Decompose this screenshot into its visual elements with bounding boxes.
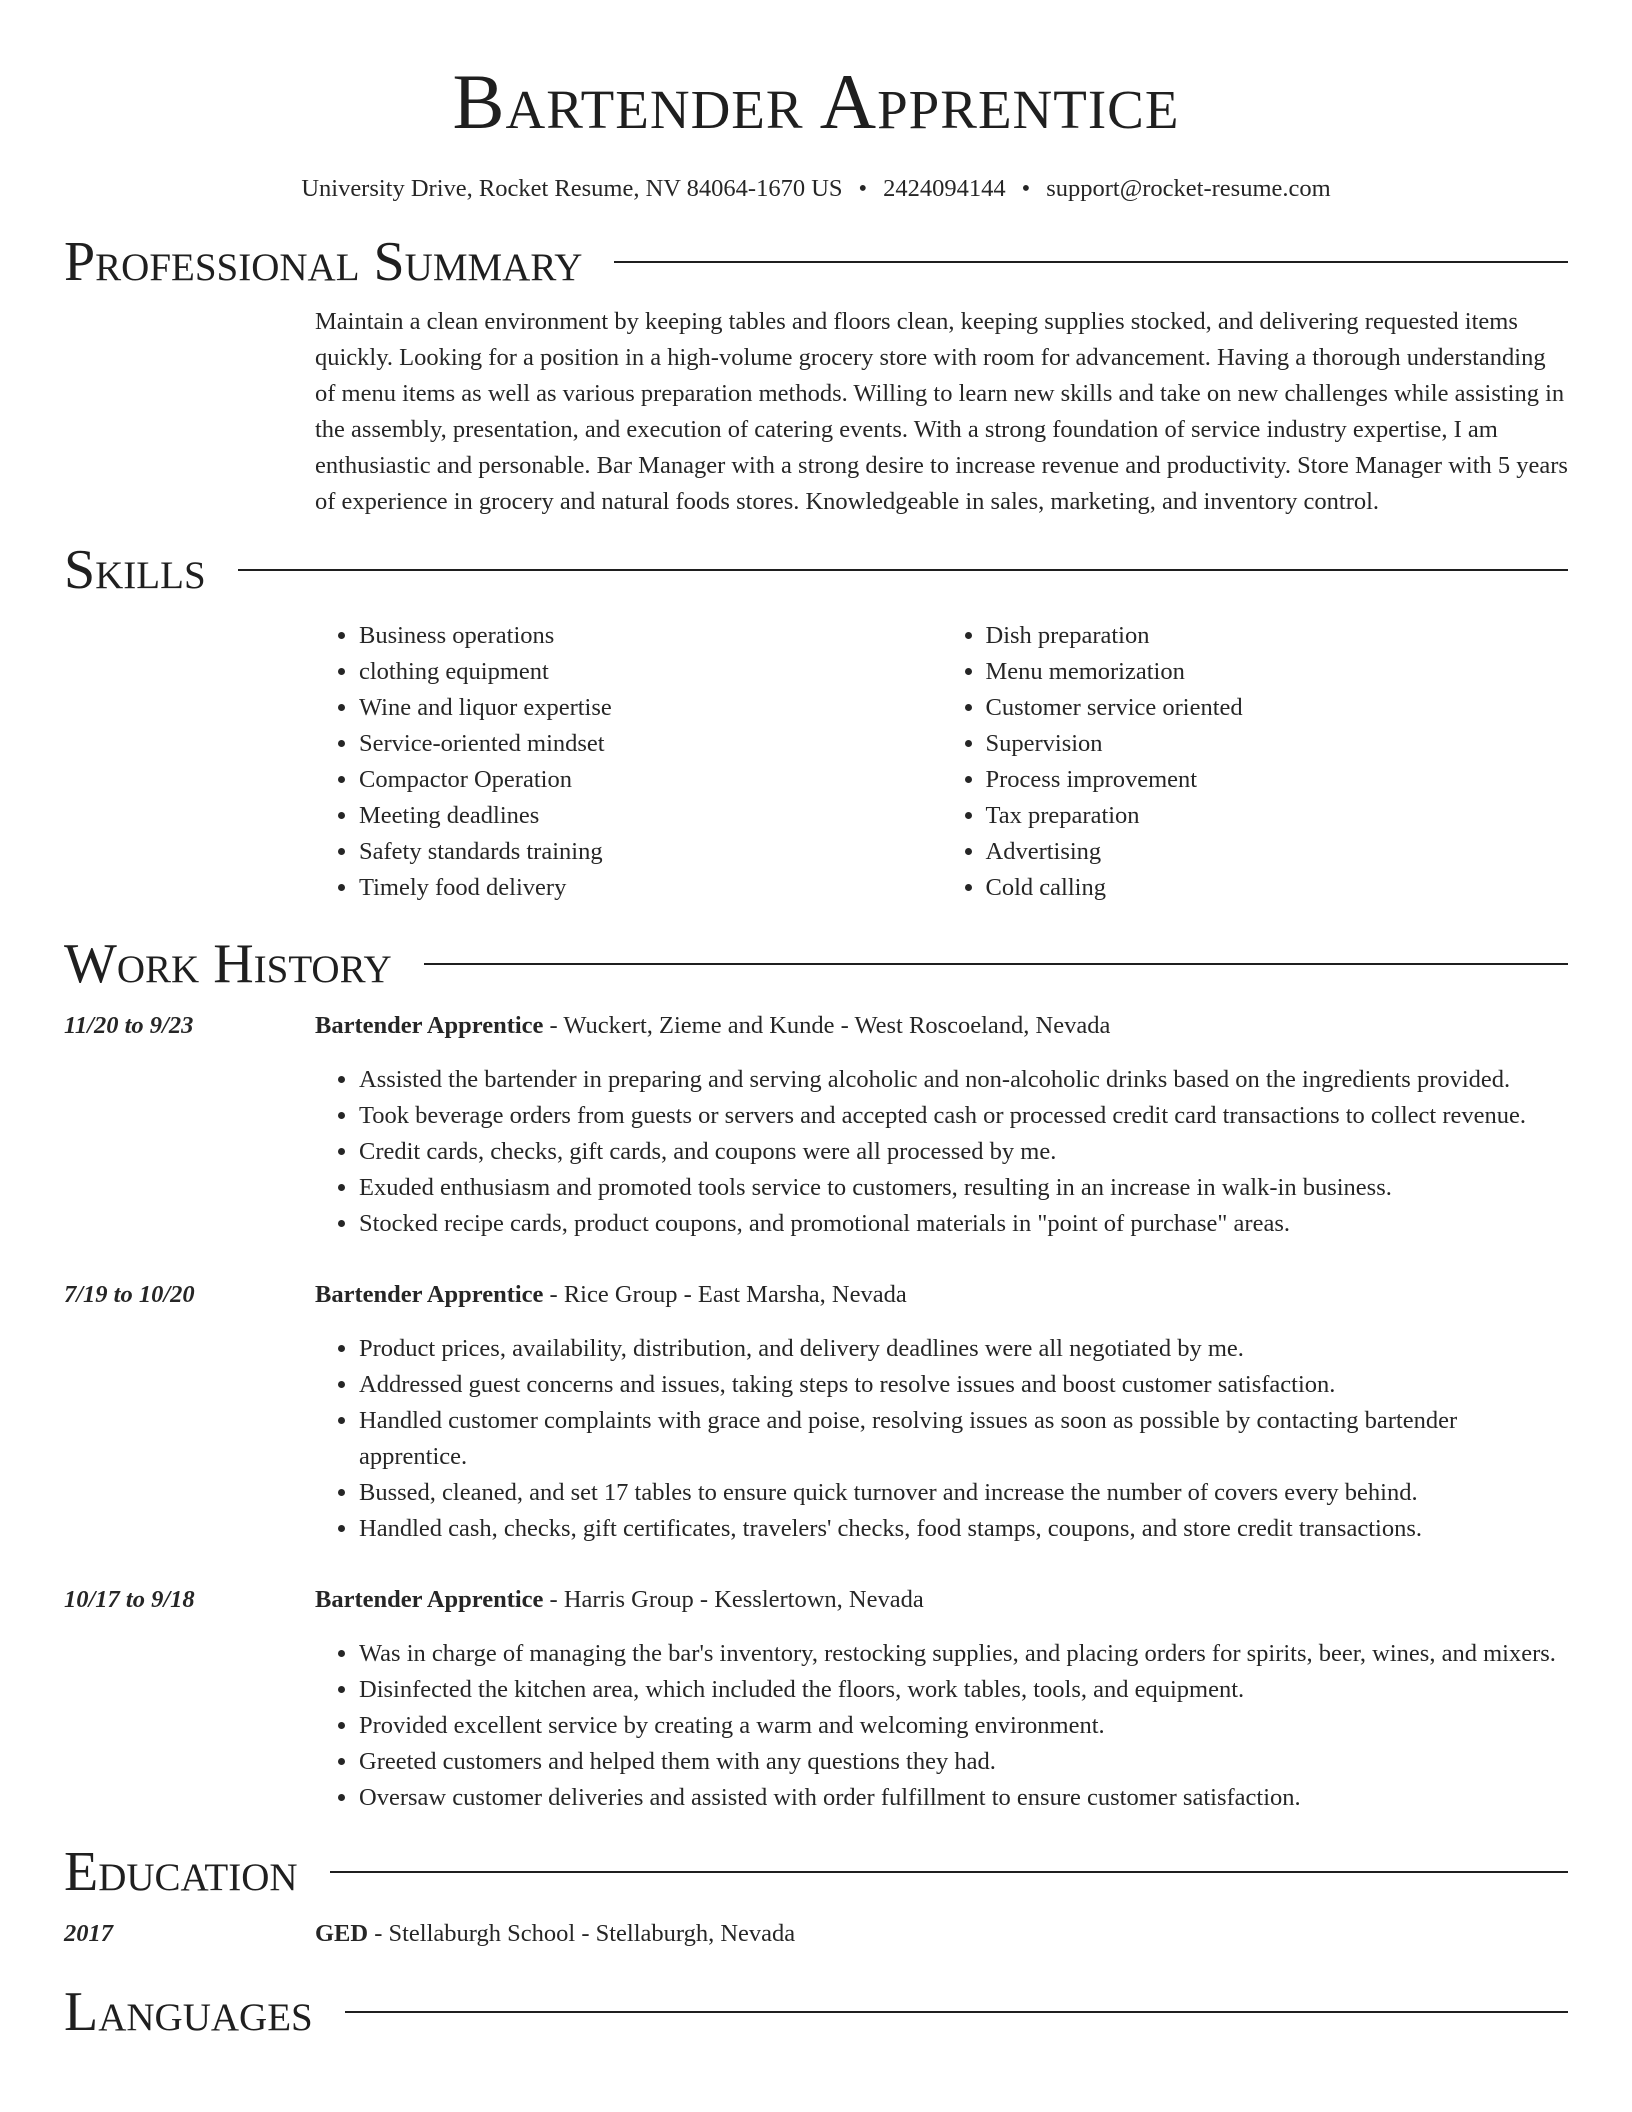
job-dates: 10/17 to 9/18 — [64, 1586, 195, 1613]
section-divider — [614, 261, 1568, 263]
section-divider — [345, 2011, 1568, 2013]
job-bullet: • Exuded enthusiasm and promoted tools service to customers, resulting in an increase in walk-in business. — [359, 1170, 1568, 1206]
job-bullet: • Credit cards, checks, gift cards, and coupons were all processed by me. — [359, 1134, 1568, 1170]
job-bullet: • Greeted customers and helped them with any questions they had. — [359, 1744, 1568, 1780]
education-heading-line — [315, 1916, 795, 1952]
skills-column-right — [942, 618, 1569, 906]
work-section-header — [64, 932, 1568, 996]
job-entry — [64, 1582, 1568, 1816]
contact-address: University Drive, Rocket Resume, NV 84064-1670 US — [301, 175, 843, 202]
job-bullet: • Addressed guest concerns and issues, taking steps to resolve issues and boost customer satisfaction. — [359, 1367, 1568, 1403]
job-header — [64, 1277, 1568, 1313]
job-bullet: • Product prices, availability, distribution, and delivery deadlines were all negotiated by me. — [359, 1331, 1568, 1367]
job-heading — [315, 1582, 924, 1618]
job-company: - Rice Group - East Marsha, Nevada — [543, 1281, 907, 1308]
summary-text: Maintain a clean environment by keeping tables and floors clean, keeping supplies stocked, and delivering requested items quickly. Looking for a position in a high-volume grocery store with room for advancement. Having a thorough understanding of menu items as well as various preparation methods. Willing to learn new skills and take on new challenges while assisting in the assembly, presentation, and execution of catering events. With a strong foundation of service industry expertise, I am enthusiastic and personable. Bar Manager with a strong desire to increase revenue and productivity. Store Manager with 5 years of experience in grocery and natural foods stores. Knowledgeable in sales, marketing, and inventory control. — [315, 308, 1568, 515]
job-company: - Harris Group - Kesslertown, Nevada — [543, 1586, 924, 1613]
contact-phone[interactable]: 2424094144 — [883, 175, 1006, 202]
contact-separator: • — [1021, 175, 1031, 202]
skills-section-header — [64, 538, 1568, 602]
skill-item: • Dish preparation — [986, 618, 1569, 654]
job-bullet: • Provided excellent service by creating a warm and welcoming environment. — [359, 1708, 1568, 1744]
job-bullet: • Bussed, cleaned, and set 17 tables to ensure quick turnover and increase the number of covers every behind. — [359, 1475, 1568, 1511]
section-divider — [330, 1871, 1568, 1873]
job-bullet: • Stocked recipe cards, product coupons, and promotional materials in "point of purchase" areas. — [359, 1206, 1568, 1242]
education-section-header — [64, 1840, 1568, 1904]
education-school: - Stellaburgh School - Stellaburgh, Nevada — [368, 1920, 796, 1947]
job-bullet: • Handled cash, checks, gift certificates, travelers' checks, food stamps, coupons, and store credit transactions. — [359, 1511, 1568, 1547]
job-entry — [64, 1008, 1568, 1242]
skill-item: • Supervision — [986, 726, 1569, 762]
skill-item: • Compactor Operation — [359, 762, 942, 798]
job-heading — [315, 1277, 907, 1313]
job-header — [64, 1008, 1568, 1044]
skill-item: • Process improvement — [986, 762, 1569, 798]
job-bullets — [315, 1062, 1568, 1242]
job-entry — [64, 1277, 1568, 1547]
candidate-name: Bartender Apprentice — [452, 58, 1180, 145]
summary-heading: Professional Summary — [64, 231, 583, 293]
skill-item: • Cold calling — [986, 870, 1569, 906]
job-dates: 11/20 to 9/23 — [64, 1012, 194, 1039]
skill-item: • Safety standards training — [359, 834, 942, 870]
summary-section-header — [64, 230, 1568, 294]
skill-item: • Menu memorization — [986, 654, 1569, 690]
job-heading — [315, 1008, 1110, 1044]
job-bullet: • Disinfected the kitchen area, which included the floors, work tables, tools, and equipment. — [359, 1672, 1568, 1708]
contact-email[interactable]: support@rocket-resume.com — [1046, 175, 1331, 202]
skill-item: • Business operations — [359, 618, 942, 654]
job-bullet: • Assisted the bartender in preparing and serving alcoholic and non-alcoholic drinks based on the ingredients provided. — [359, 1062, 1568, 1098]
skill-item: • Meeting deadlines — [359, 798, 942, 834]
job-bullet: • Handled customer complaints with grace and poise, resolving issues as soon as possible by contacting bartender apprentice. — [359, 1403, 1568, 1475]
education-degree: GED — [315, 1920, 369, 1947]
contact-line — [64, 174, 1568, 204]
job-bullet: • Took beverage orders from guests or servers and accepted cash or processed credit card transactions to collect revenue. — [359, 1098, 1568, 1134]
job-company: - Wuckert, Zieme and Kunde - West Roscoeland, Nevada — [543, 1012, 1111, 1039]
education-year: 2017 — [64, 1920, 113, 1947]
resume-page — [64, 0, 1568, 2044]
summary-body — [315, 304, 1568, 520]
skill-item: • Customer service oriented — [986, 690, 1569, 726]
job-title: Bartender Apprentice — [315, 1012, 544, 1039]
skill-item: • Wine and liquor expertise — [359, 690, 942, 726]
job-bullet: • Was in charge of managing the bar's inventory, restocking supplies, and placing orders for spirits, beer, wines, and mixers. — [359, 1636, 1568, 1672]
languages-heading: Languages — [64, 1981, 313, 2043]
education-entry — [64, 1916, 1568, 1952]
skills-heading: Skills — [64, 539, 206, 601]
section-divider — [238, 569, 1568, 571]
skill-item: • clothing equipment — [359, 654, 942, 690]
skill-item: • Service-oriented mindset — [359, 726, 942, 762]
skill-item: • Tax preparation — [986, 798, 1569, 834]
job-title: Bartender Apprentice — [315, 1586, 544, 1613]
section-divider — [424, 963, 1568, 965]
languages-section-header — [64, 1980, 1568, 2044]
job-bullets — [315, 1636, 1568, 1816]
skills-column-left — [315, 618, 942, 906]
contact-separator: • — [858, 175, 868, 202]
education-heading: Education — [64, 1841, 298, 1903]
skills-list — [315, 618, 1568, 906]
skill-item: • Advertising — [986, 834, 1569, 870]
job-bullet: • Oversaw customer deliveries and assisted with order fulfillment to ensure customer satisfaction. — [359, 1780, 1568, 1816]
job-title: Bartender Apprentice — [315, 1281, 544, 1308]
job-dates: 7/19 to 10/20 — [64, 1281, 195, 1308]
work-heading: Work History — [64, 933, 392, 995]
job-bullets — [315, 1331, 1568, 1547]
job-header — [64, 1582, 1568, 1618]
skill-item: • Timely food delivery — [359, 870, 942, 906]
